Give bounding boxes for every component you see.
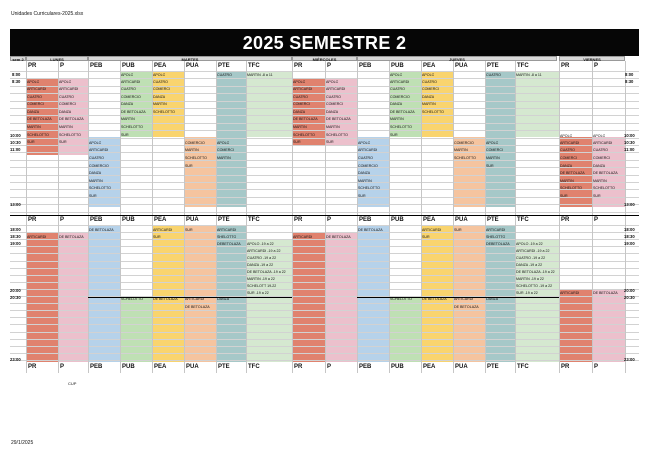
course-cell: MARTIN xyxy=(89,179,103,183)
course-cell: APOLO -19 a 22 xyxy=(247,242,274,246)
course-cell: SUR xyxy=(390,133,398,137)
course-cell: SCHELOTTO xyxy=(560,186,582,190)
code-tfc: TFC xyxy=(517,217,529,223)
code-pr: PR xyxy=(561,364,570,370)
course-cell: DANZA xyxy=(593,164,606,168)
time-label: 20:30 xyxy=(10,295,21,300)
course-cell: CUATRO xyxy=(293,95,308,99)
course-cell: CUATRO xyxy=(486,73,501,77)
course-cell: SCHELOTTO xyxy=(59,133,81,137)
time-label: 13:00 xyxy=(10,202,21,207)
code-p: P xyxy=(327,364,332,370)
course-cell: ARTICARDI xyxy=(560,141,580,145)
file-name: Unidades Curriculares-2025.xlsx xyxy=(11,11,84,17)
code-pea: PEA xyxy=(154,63,167,69)
course-cell: COMERCI xyxy=(59,102,76,106)
time-label: 18:00 xyxy=(624,227,635,232)
course-cell: SUR -19 a 22 xyxy=(516,291,538,295)
course-cell: COMERCIO xyxy=(358,164,378,168)
time-label: 8:30 xyxy=(12,79,21,84)
course-cell: DEBETOLAZA xyxy=(217,242,241,246)
course-cell: MARTIN xyxy=(185,148,199,152)
course-cell: SUR xyxy=(89,194,97,198)
grid-col-line xyxy=(453,61,454,373)
code-pua: PUA xyxy=(455,364,468,370)
course-cell: COMERCI xyxy=(422,87,439,91)
course-cell: MARTIN xyxy=(560,179,574,183)
code-pr: PR xyxy=(561,63,570,69)
course-cell: ARTICARDI xyxy=(560,291,580,295)
course-cell: ARTICARDI xyxy=(185,297,205,301)
course-cell: APOLO xyxy=(89,141,102,145)
course-cell: DE BETOLAZA -19 a 22 xyxy=(516,270,555,274)
time-label: 10:00 xyxy=(10,133,21,138)
course-cell: ARTICARDI xyxy=(121,80,141,84)
course-cell: SCHELOTTO xyxy=(390,297,412,301)
course-cell: ARTICARDI xyxy=(390,80,410,84)
course-cell: SCHELOTTO xyxy=(89,186,111,190)
code-p: P xyxy=(594,217,599,223)
course-cell: DE BETOLAZA xyxy=(593,291,618,295)
code-peb: PEB xyxy=(359,63,372,69)
course-cell: CUATRO xyxy=(593,148,608,152)
course-cell: MARTIN xyxy=(153,102,167,106)
course-cell: ARTICARDI xyxy=(454,297,474,301)
course-cell: APOLO xyxy=(560,134,573,138)
time-label: 11:00 xyxy=(10,147,21,152)
time-label: 10:00 xyxy=(624,133,635,138)
course-cell: COMERCIO xyxy=(185,141,205,145)
code-pub: PUB xyxy=(122,63,135,69)
code-tfc: TFC xyxy=(517,63,529,69)
code-pea: PEA xyxy=(423,217,436,223)
course-cell: DE BETOLAZA xyxy=(422,297,447,301)
course-cell: ARTICARDI -19 a 22 xyxy=(247,249,281,253)
course-cell: MARTIN xyxy=(593,179,607,183)
course-cell: ARTICARDI xyxy=(293,87,313,91)
course-cell: DE BETOLAZA xyxy=(59,117,84,121)
code-p: P xyxy=(594,364,599,370)
course-cell: DANZA xyxy=(121,102,134,106)
course-cell: DEBETOLAZA xyxy=(486,242,510,246)
time-label: 18:00 xyxy=(10,227,21,232)
course-cell: COMERCI xyxy=(593,156,610,160)
grid-col-line xyxy=(216,61,217,373)
code-pr: PR xyxy=(28,217,37,223)
day-header-jueves: JUEVES xyxy=(357,56,557,61)
course-cell: ARTICARDI xyxy=(153,228,173,232)
course-cell: DANZA xyxy=(358,171,371,175)
course-cell: DE BETOLAZA xyxy=(59,235,84,239)
course-cell: SUR xyxy=(486,164,494,168)
course-cell: SUR xyxy=(185,228,193,232)
course-cell: CUATRO xyxy=(217,73,232,77)
day-header-viernes: VIERNES xyxy=(559,56,625,61)
course-cell: SCHELOTTO xyxy=(593,186,615,190)
code-tfc: TFC xyxy=(248,217,260,223)
code-pea: PEA xyxy=(154,217,167,223)
code-peb: PEB xyxy=(90,364,103,370)
code-p: P xyxy=(327,217,332,223)
code-pr: PR xyxy=(294,217,303,223)
grid-col-line xyxy=(515,61,516,373)
course-cell: ARTICARDI xyxy=(358,148,378,152)
course-cell: ARTICARDI xyxy=(59,87,79,91)
course-cell: MARTIN xyxy=(217,156,231,160)
code-pte: PTE xyxy=(218,364,230,370)
course-cell: SCHELOTTO xyxy=(422,110,444,114)
course-cell: MARTIN -8 a 11 xyxy=(247,73,273,77)
code-p: P xyxy=(60,364,65,370)
course-cell: ARTICARDI xyxy=(217,228,237,232)
course-cell: SUR xyxy=(358,194,366,198)
course-cell: MARTIN xyxy=(454,148,468,152)
course-cell: DE BETOLAZA xyxy=(89,228,114,232)
course-cell: ARTICARDI xyxy=(326,87,346,91)
code-peb: PEB xyxy=(359,217,372,223)
grid-col-line xyxy=(592,61,593,373)
course-cell: CUATRO xyxy=(390,87,405,91)
course-cell: SUR xyxy=(185,164,193,168)
course-cell: MARTIN xyxy=(390,117,404,121)
course-cell: COMERCIO xyxy=(454,141,474,145)
course-cell: DANZA xyxy=(326,110,339,114)
course-cell: SCHELOTTO xyxy=(121,125,143,129)
course-cell: SCHELOTTO xyxy=(454,156,476,160)
course-cell: CUATRO xyxy=(89,156,104,160)
time-label: 23:00 xyxy=(10,357,21,362)
course-cell: SCHELOTTO xyxy=(293,133,315,137)
course-cell: MARTIN xyxy=(358,179,372,183)
course-cell: CUATRO xyxy=(326,95,341,99)
course-cell: APOLO xyxy=(121,73,134,77)
course-cell: COMERCI xyxy=(560,156,577,160)
course-cell: APOLO xyxy=(27,80,40,84)
course-cell: DANZA -19 a 22 xyxy=(247,263,274,267)
grid-col-line xyxy=(357,61,358,373)
course-cell: APOLO xyxy=(217,141,230,145)
course-cell: SCHELOTTO xyxy=(358,186,380,190)
course-cell: CUATRO xyxy=(121,87,136,91)
code-pua: PUA xyxy=(455,63,468,69)
course-cell: DE BETOLAZA xyxy=(593,171,618,175)
course-cell: SCHELOTTO xyxy=(121,297,143,301)
course-cell: APOLO -19 a 22 xyxy=(516,242,543,246)
course-cell: MARTIN -8 a 11 xyxy=(516,73,542,77)
code-tfc: TFC xyxy=(248,63,260,69)
course-cell: ARTICARDI xyxy=(27,87,47,91)
code-pua: PUA xyxy=(186,217,199,223)
semester-title: 2025 SEMESTRE 2 xyxy=(10,29,639,56)
column-p-eve xyxy=(58,232,88,362)
grid-col-line xyxy=(559,61,560,373)
course-cell: COMERCI xyxy=(217,148,234,152)
code-pea: PEA xyxy=(423,63,436,69)
course-cell: DANZA xyxy=(560,164,573,168)
code-pte: PTE xyxy=(487,364,499,370)
course-cell: COMERCIO xyxy=(390,95,410,99)
course-cell: COMERCI xyxy=(153,87,170,91)
course-cell: APOLO xyxy=(486,141,499,145)
code-pr: PR xyxy=(294,63,303,69)
grid-col-line xyxy=(625,61,626,373)
course-cell: CUATRO xyxy=(153,80,168,84)
course-cell: SUR xyxy=(121,133,129,137)
time-label: 19:00 xyxy=(624,241,635,246)
course-cell: APOLO xyxy=(422,73,435,77)
time-label: 10:30 xyxy=(10,140,21,145)
course-cell: COMERCI xyxy=(27,102,44,106)
code-pua: PUA xyxy=(186,63,199,69)
code-pub: PUB xyxy=(391,217,404,223)
column-tfc-jue xyxy=(515,71,559,137)
course-cell: ARTICARDI xyxy=(89,148,109,152)
course-cell: DE BETOLAZA xyxy=(326,117,351,121)
code-pte: PTE xyxy=(487,63,499,69)
column-p-vie-eve xyxy=(592,290,625,362)
course-cell: DE BETOLAZA xyxy=(358,228,383,232)
course-cell: SCHELOTTO xyxy=(185,156,207,160)
grid-col-line xyxy=(246,61,247,373)
course-cell: DANZA xyxy=(27,110,40,114)
course-cell: SUR xyxy=(59,140,67,144)
course-cell: ARTICARDI xyxy=(293,235,313,239)
course-cell: MARTIN xyxy=(486,156,500,160)
course-cell: DE BETOLAZA xyxy=(293,117,318,121)
course-cell: SUR xyxy=(560,194,568,198)
course-cell: ARTICARDI xyxy=(27,235,47,239)
column-pr-vie-eve xyxy=(559,290,592,362)
course-cell: MARTIN xyxy=(326,125,340,129)
course-cell: DANZA xyxy=(89,171,102,175)
course-cell: CUATRO xyxy=(59,95,74,99)
course-cell: MARTIN xyxy=(422,102,436,106)
sheet-label: sem 2 xyxy=(10,56,26,61)
course-cell: SUR xyxy=(422,235,430,239)
course-cell: DANZA xyxy=(390,102,403,106)
time-label: 11:00 xyxy=(624,147,635,152)
footer-note: CUP xyxy=(68,381,77,386)
course-cell: APOLO xyxy=(326,80,339,84)
code-tfc: TFC xyxy=(248,364,260,370)
course-cell: SUR xyxy=(454,228,462,232)
course-cell: SHELOTTO xyxy=(217,235,237,239)
course-cell: SCHELOTTO xyxy=(27,133,49,137)
course-cell: APOLO xyxy=(293,80,306,84)
column-tfc xyxy=(246,71,292,137)
course-cell: DE BETOLAZA xyxy=(185,305,210,309)
code-pub: PUB xyxy=(391,364,404,370)
course-cell: COMERCI xyxy=(326,102,343,106)
time-label: 8:00 xyxy=(625,72,634,77)
grid-col-line xyxy=(485,61,486,373)
grid-col-line xyxy=(88,61,89,373)
course-cell: CUATRO -19 a 22 xyxy=(516,256,546,260)
time-label: 8:00 xyxy=(12,72,21,77)
schedule-sheet xyxy=(10,29,639,386)
course-cell: DE BETOLAZA xyxy=(27,117,52,121)
time-label: 19:00 xyxy=(10,241,21,246)
course-cell: SUR xyxy=(293,140,301,144)
course-cell: MARTIN xyxy=(59,125,73,129)
grid-col-line xyxy=(184,61,185,373)
course-cell: APOLO xyxy=(358,141,371,145)
course-cell: DANZA xyxy=(293,110,306,114)
code-pea: PEA xyxy=(423,364,436,370)
time-label: 18:30 xyxy=(10,234,21,239)
code-p: P xyxy=(327,63,332,69)
code-peb: PEB xyxy=(90,217,103,223)
code-pub: PUB xyxy=(122,364,135,370)
day-header-lunes: LUNES xyxy=(26,56,88,61)
code-pte: PTE xyxy=(218,63,230,69)
course-cell: APOLO xyxy=(390,73,403,77)
code-tfc: TFC xyxy=(517,364,529,370)
course-cell: APOLO xyxy=(593,134,606,138)
course-cell: DE BETOLAZA xyxy=(121,110,146,114)
course-cell: ARTICARDI xyxy=(486,228,506,232)
course-cell: MARTIN -19 a 22 xyxy=(516,277,544,281)
time-label: 20:00 xyxy=(10,288,21,293)
course-cell: COMERCIO xyxy=(121,95,141,99)
time-label: 10:30 xyxy=(624,140,635,145)
time-label: 20:30 xyxy=(624,295,635,300)
time-label: 20:00 xyxy=(624,288,635,293)
course-cell: DANZA xyxy=(422,95,435,99)
course-cell: MARTIN xyxy=(293,125,307,129)
course-cell: MARTIN -19 a 22 xyxy=(247,277,275,281)
course-cell: COMERCIO xyxy=(89,164,109,168)
block-separator xyxy=(10,215,639,216)
course-cell: ARTICARDI xyxy=(593,141,613,145)
code-pr: PR xyxy=(561,217,570,223)
course-cell: SUR xyxy=(326,140,334,144)
code-pea: PEA xyxy=(154,364,167,370)
code-peb: PEB xyxy=(90,63,103,69)
course-cell: SUR xyxy=(153,235,161,239)
course-cell: DE BETOLAZA xyxy=(454,305,479,309)
course-cell: SUR -19 a 22 xyxy=(247,291,269,295)
column-pte-jue xyxy=(485,71,515,207)
course-cell: CUATRO xyxy=(358,156,373,160)
course-cell: MARTIN xyxy=(27,125,41,129)
code-pua: PUA xyxy=(455,217,468,223)
course-cell: APOLO xyxy=(59,80,72,84)
course-cell: CUATRO xyxy=(560,148,575,152)
code-p: P xyxy=(594,63,599,69)
course-cell: DANZA xyxy=(217,297,230,301)
course-cell: DE BETOLAZA xyxy=(390,110,415,114)
course-cell: SHELOTTO xyxy=(486,235,506,239)
course-cell: DANZA xyxy=(153,95,166,99)
column-pte xyxy=(216,71,246,207)
course-cell: CUATRO -19 a 22 xyxy=(247,256,277,260)
code-p: P xyxy=(60,63,65,69)
code-pub: PUB xyxy=(122,217,135,223)
column-pr-mie-eve xyxy=(292,232,325,362)
code-peb: PEB xyxy=(359,364,372,370)
time-label: 18:30 xyxy=(624,234,635,239)
course-cell: CUATRO xyxy=(27,95,42,99)
course-cell: ARTICARDI xyxy=(422,228,442,232)
course-cell: SUR xyxy=(27,140,35,144)
course-cell: SCHELOTTO xyxy=(326,133,348,137)
column-p-mie-eve xyxy=(325,232,357,362)
code-pua: PUA xyxy=(186,364,199,370)
course-cell: DANZA -19 a 22 xyxy=(516,263,543,267)
course-cell: CUATRO xyxy=(422,80,437,84)
course-cell: SCHELOTT 19-22 xyxy=(247,284,277,288)
time-label: 13:00 xyxy=(624,202,635,207)
course-cell: COMERCI xyxy=(293,102,310,106)
code-pr: PR xyxy=(294,364,303,370)
code-pr: PR xyxy=(28,364,37,370)
course-cell: APOLO xyxy=(153,73,166,77)
course-cell: ARTICARDI -19 a 22 xyxy=(516,249,550,253)
code-pte: PTE xyxy=(487,217,499,223)
column-pr-eve xyxy=(26,232,58,362)
day-header-martes: MARTES xyxy=(88,56,292,61)
day-header-miercoles: MIÉRCOLES xyxy=(292,56,357,61)
course-cell: SUR xyxy=(593,194,601,198)
print-date: 29/1/2025 xyxy=(11,440,34,446)
course-cell: DE BETOLAZA -19 a 22 xyxy=(247,270,286,274)
time-label: 8:30 xyxy=(625,79,634,84)
course-cell: SCHELOTTO -19 a 22 xyxy=(516,284,553,288)
course-cell: DE BETOLAZA xyxy=(560,171,585,175)
course-cell: COMERCI xyxy=(486,148,503,152)
code-pte: PTE xyxy=(218,217,230,223)
code-p: P xyxy=(60,217,65,223)
code-pub: PUB xyxy=(391,63,404,69)
course-cell: SCHELOTTO xyxy=(390,125,412,129)
course-cell: DANZA xyxy=(486,297,499,301)
course-cell: DE BETOLAZA xyxy=(326,235,351,239)
course-cell: SCHELOTTO xyxy=(153,110,175,114)
course-cell: DE BETOLAZA xyxy=(153,297,178,301)
course-cell: DANZA xyxy=(59,110,72,114)
time-label: 23:00 xyxy=(624,357,635,362)
course-cell: MARTIN xyxy=(121,117,135,121)
code-pr: PR xyxy=(28,63,37,69)
